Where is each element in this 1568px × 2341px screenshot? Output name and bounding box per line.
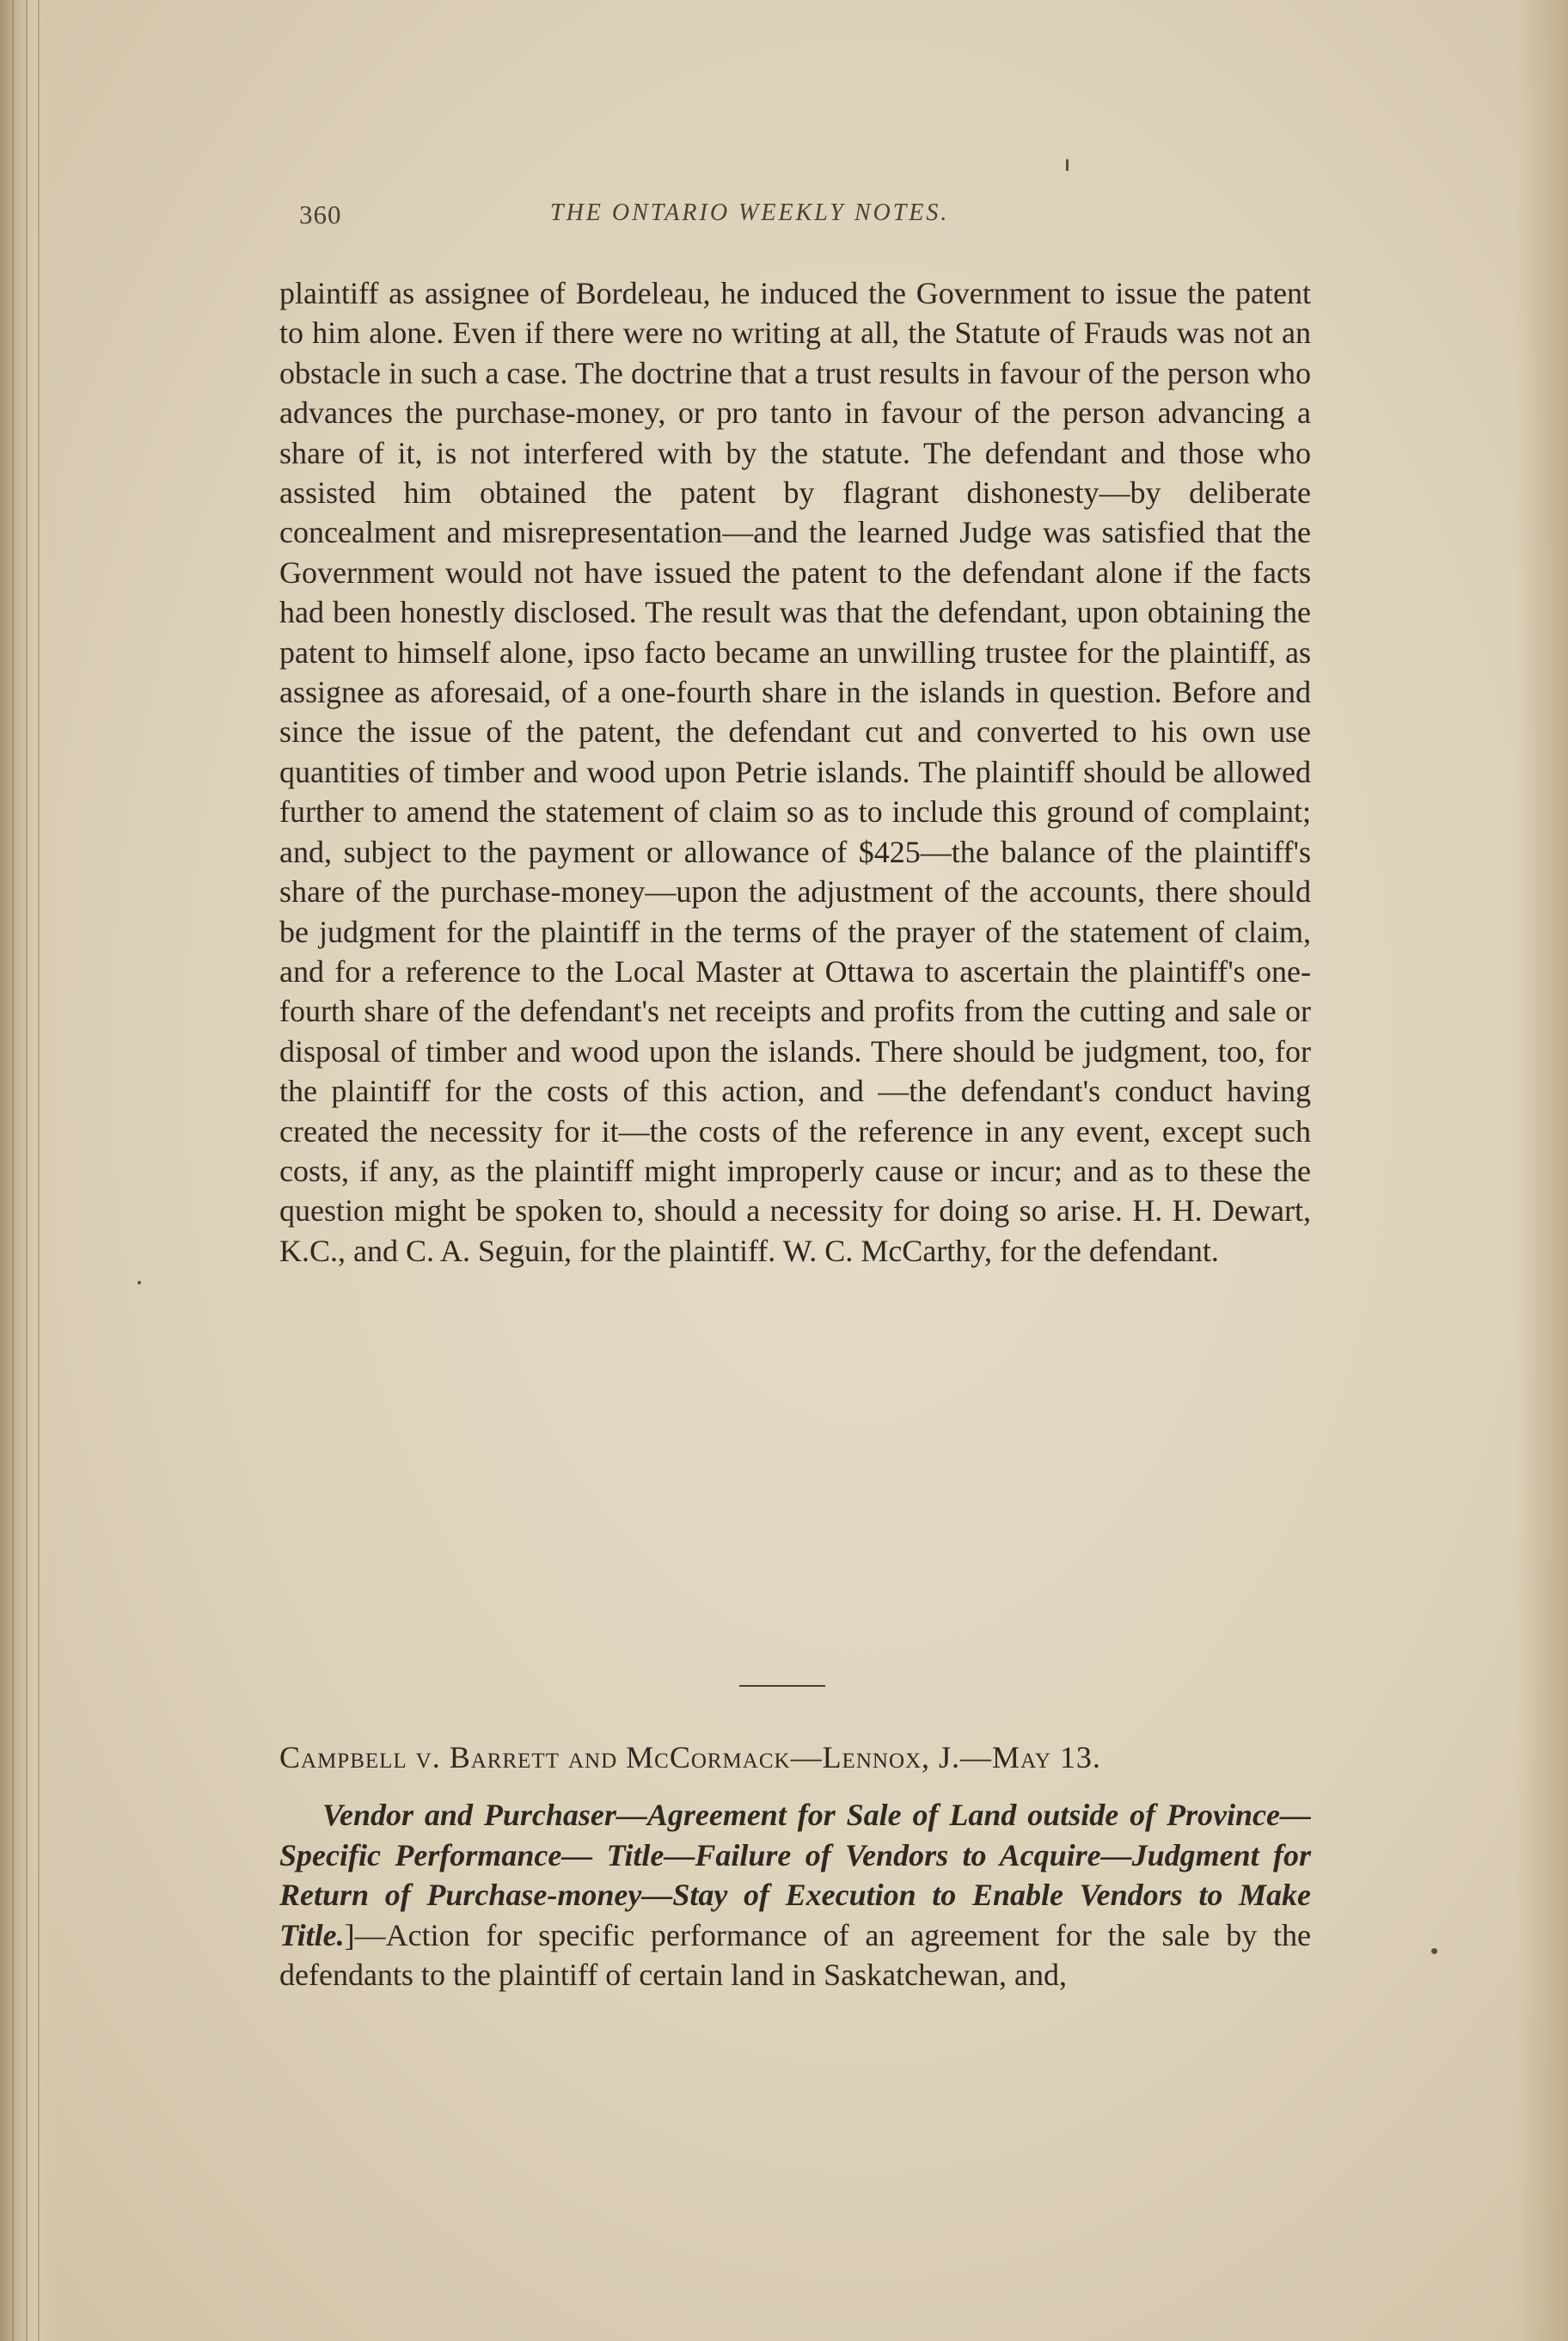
page-number: 360: [299, 199, 342, 230]
headnote-text: ]—Action for specific performance of an agreement for the sale by the defendants to the plaintiff of certain land in Saskatchewan, and,: [279, 1917, 1311, 1992]
page-right-shadow: [1516, 0, 1568, 2341]
case-headnote: [279, 1795, 1311, 1995]
page-edge-line: [26, 0, 28, 2341]
headnote-catchwords: Vendor and Purchaser—Agreement for Sale of Land outside of Province—Specific Performance— Title—Failure of Vendors to Acquire—Judgment for Return of Purchase-money—Stay of Execution to Enable Vendors to Make Title.: [279, 1798, 1311, 1952]
page-edge-line: [12, 0, 14, 2341]
case-heading: Campbell v. Barrett and McCormack—Lennox, J.—May 13.: [279, 1740, 1101, 1774]
judgment-paragraph: plaintiff as assignee of Bordeleau, he induced the Government to issue the patent to him alone. Even if there were no writing at all, the Statute of Frauds was not an obstacle in such a case. The doctrine that a trust results in favour of the person who advances the purchase-money, or pro tanto in favour of the person advancing a share of it, is not interfered with by the statute. The defendant and those who assisted him obtained the patent by flagrant dishonesty—by deliberate concealment and misrepresentation—and the learned Judge was satisfied that the Government would not have issued the patent to the defendant alone if the facts had been honestly disclosed. The result was that the defendant, upon obtaining the patent to himself alone, ipso facto became an unwilling trustee for the plaintiff, as assignee as aforesaid, of a one-fourth share in the islands in question. Before and since the issue of the patent, the defendant cut and converted to his own use quantities of timber and wood upon Petrie islands. The plaintiff should be allowed further to amend the statement of claim so as to include this ground of complaint; and, subject to the payment or allowance of $425—the balance of the plaintiff's share of the purchase-money—upon the adjustment of the accounts, there should be judgment for the plaintiff in the terms of the prayer of the statement of claim, and for a reference to the Local Master at Ottawa to ascertain the plaintiff's one-fourth share of the defendant's net receipts and profits from the cutting and sale or disposal of timber and wood upon the islands. There should be judgment, too, for the plaintiff for the costs of this action, and —the defendant's conduct having created the necessity for it—the costs of the reference in any event, except such costs, if any, as the plaintiff might improperly cause or incur; and as to these the question might be spoken to, should a necessity for doing so arise. H. H. Dewart, K.C., and C. A. Seguin, for the plaintiff. W. C. McCarthy, for the defendant.: [279, 276, 1311, 1268]
page-binding-shadow: [0, 0, 60, 2341]
paper-speck: [1431, 1948, 1437, 1954]
section-divider: [739, 1685, 825, 1687]
page-edge-line: [38, 0, 40, 2341]
judgment-continuation: [279, 273, 1311, 1271]
running-head: [284, 199, 1315, 234]
paper-speck: [1066, 159, 1069, 171]
paper-speck: [138, 1281, 141, 1284]
journal-title: THE ONTARIO WEEKLY NOTES.: [550, 199, 950, 226]
